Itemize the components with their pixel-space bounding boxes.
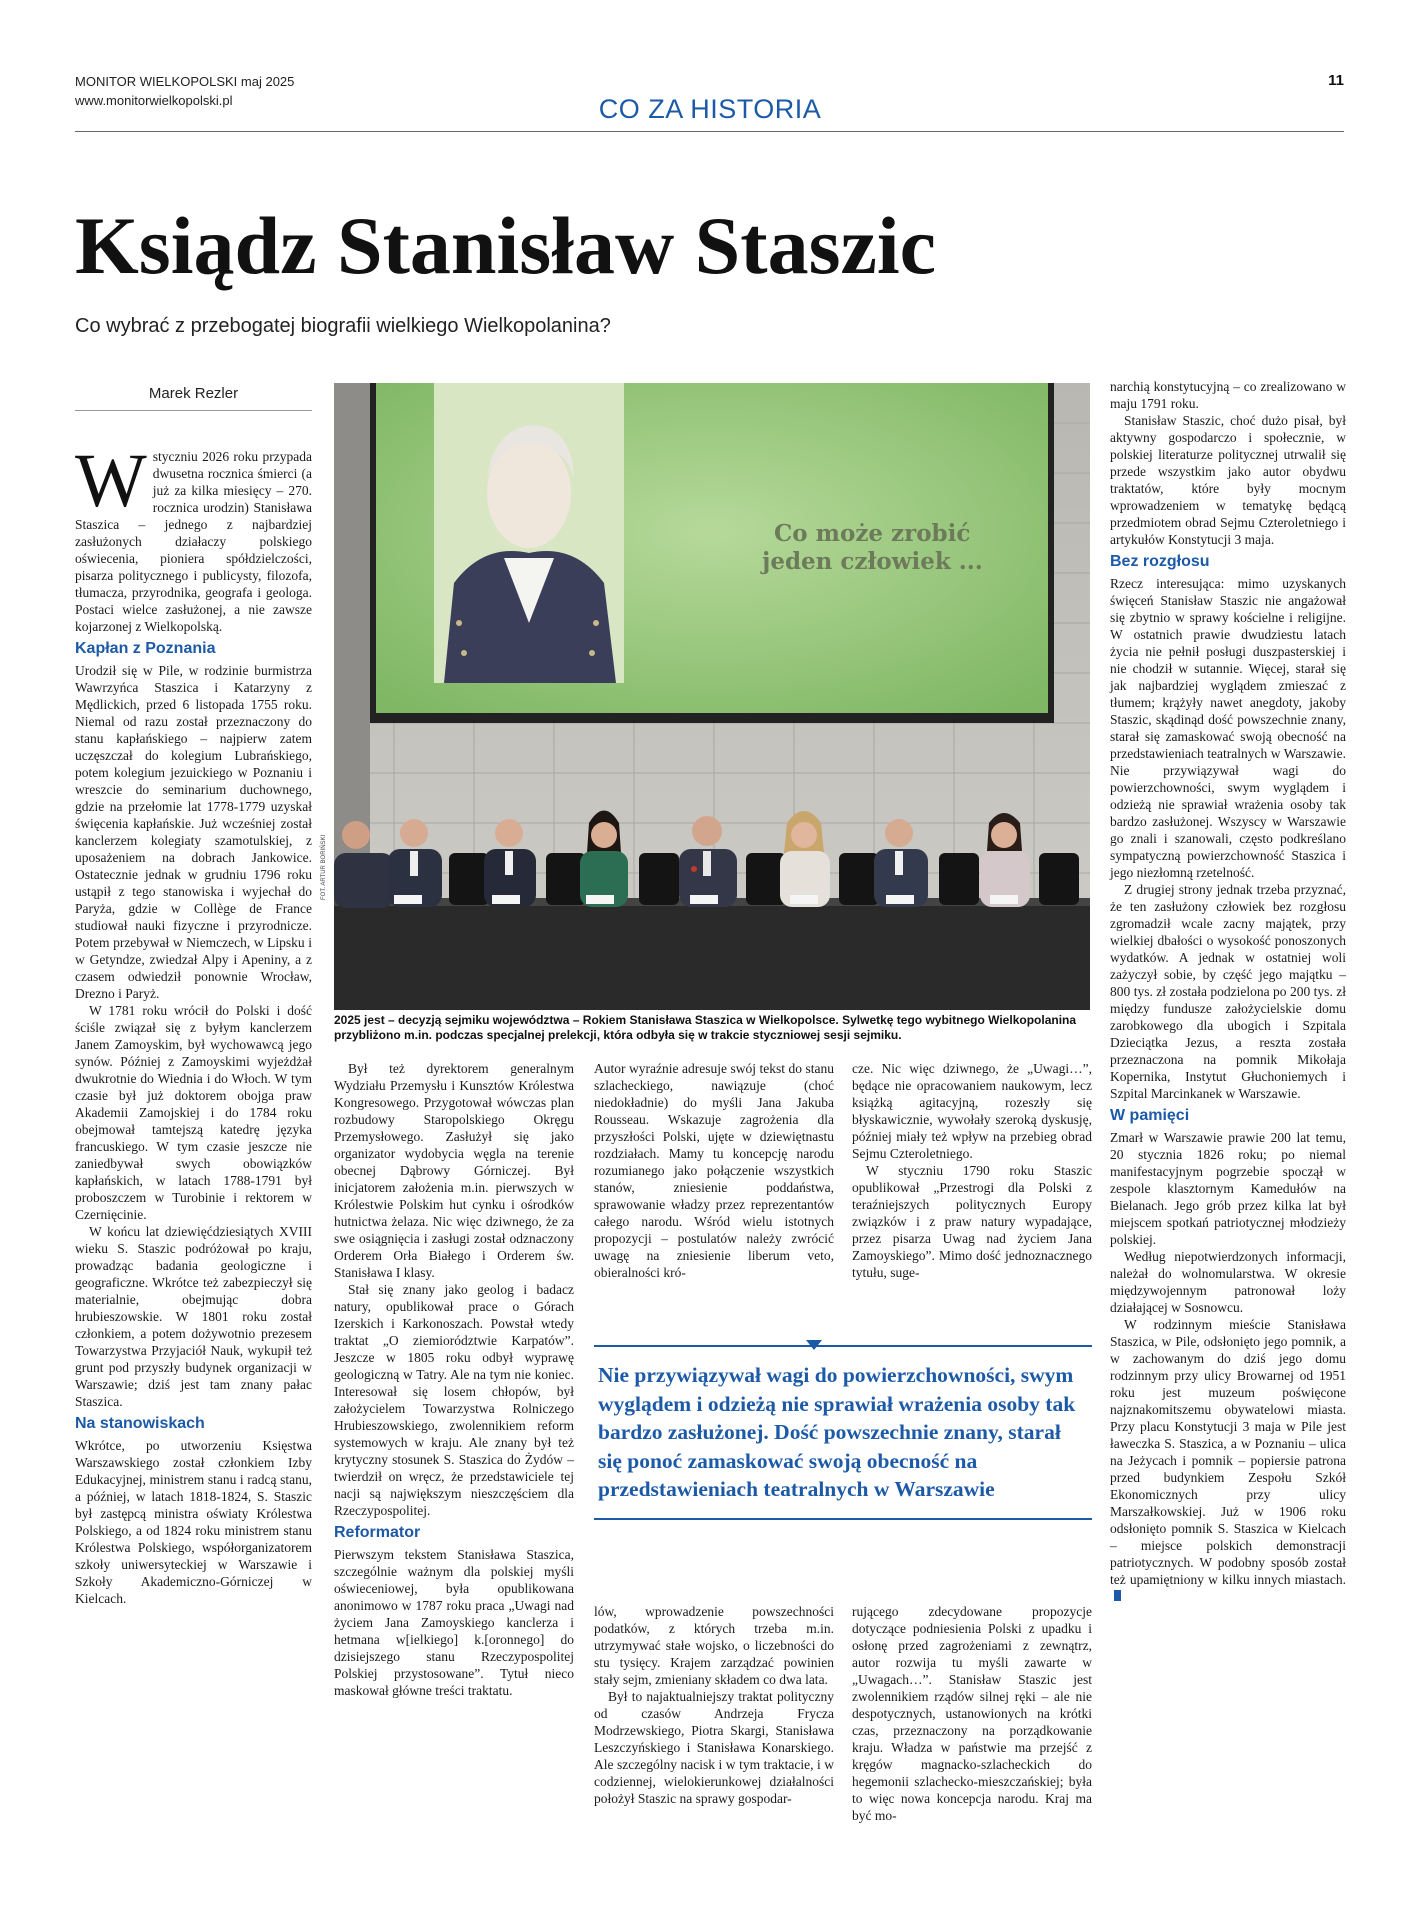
column-3-top [594, 1060, 834, 1281]
article-subtitle: Co wybrać z przebogatej biografii wielkiego Wielkopolanina? [75, 315, 611, 337]
paragraph: Pierwszym tekstem Stanisława Staszica, szczególnie ważnym dla polskiej myśli oświeceniowej, była opublikowana anonimowo w 1787 roku praca „Uwagi nad życiem Jana Zamoyskiego kanclerza i hetmana w[ielkiego] k.[oronnego] do dzisiejszego stanu Rzeczypospolitej Polskiej przystosowane”. Tytuł nieco maskował główne treści traktatu. [334, 1547, 574, 1698]
paragraph: Autor wyraźnie adresuje swój tekst do stanu szlacheckiego, nawiązuje (choć niedokładnie) do myśli Jana Jakuba Rousseau. Wskazuje zagrożenia dla przyszłości Polski, ujęte w dziewiętnastu rozdziałach. Mamy tu koncepcję narodu rozumianego jako połączenie wszystkich stanów, zniesienie poddaństwa, sprawowanie władzy przez reprezentantów całego narodu. Wśród wielu istotnych propozycji – postulatów należy zwrócić uwagę na zniesienie liberum veto, obieralności kró- [594, 1061, 834, 1280]
pull-quote-bottom-rule [594, 1518, 1092, 1520]
paragraph: Stanisław Staszic, choć dużo pisał, był aktywny gospodarczo i społecznie, w polskiej literaturze politycznej utrwalił się przede wszystkim jako autor obydwu traktatów, które były mocnym wprowadzeniem w tematykę będącą przedmiotem obrad Sejmu Czteroletniego i artykułów Konstytucji 3 maja. [1110, 413, 1346, 547]
column-1 [75, 439, 312, 1607]
paragraph: lów, wprowadzenie powszechności podatków, z których trzeba m.in. utrzymywać stałe wojsko, o liczebności do stu tysięcy. Krajem zarządzać powinien stały sejm, zmieniany składem co dwa lata. [594, 1604, 834, 1687]
column-3-bottom [594, 1603, 834, 1807]
author-divider [75, 410, 312, 411]
publication-name: MONITOR WIELKOPOLSKI maj 2025 [75, 74, 295, 89]
article-title: Ksiądz Stanisław Staszic [75, 200, 937, 291]
website-link[interactable]: www.monitorwielkopolski.pl [75, 93, 233, 108]
end-of-article-icon [1114, 1590, 1121, 1601]
column-4-top [852, 1060, 1092, 1281]
section-title: CO ZA HISTORIA [598, 94, 822, 124]
intro-text: styczniu 2026 roku przypada dwusetna rocznica śmierci (a już za kilka miesięcy – 270. rocznica urodzin) Stanisława Staszica – jednego z najbardziej zasłużonych działaczy polskiego oświecenia, pioniera spółdzielczości, pisarza politycznego i publicysty, filozofa, tłumacza, przyrodnika, geografa i geologa. Postaci wielce zasłużonej, a nie zawsze kojarzonej z Wielkopolską. [75, 449, 312, 634]
page-number: 11 [1328, 72, 1344, 89]
paragraph: Zmarł w Warszawie prawie 200 lat temu, 20 stycznia 1826 roku; po niemal manifestacyjnym pogrzebie spoczął w zespole klasztornym Kamedułów na Bielanach. Jego grób przez kilka lat był miejscem spotkań patriotycznej młodzieży polskiej. [1110, 1130, 1346, 1247]
subheading-bez-rozglosu: Bez rozgłosu [1110, 553, 1210, 570]
sejmik-session-photo [334, 383, 1090, 1010]
portrait-image [434, 383, 624, 683]
screen-text-line-1: Co może zrobić [774, 520, 971, 547]
paragraph: Z drugiej strony jednak trzeba przyznać, że ten zasłużony człowiek bez rozgłosu zgromadził wcale zacny majątek, przy wielkiej dbałości o wysokość ponoszonych wydatków. A jednak w ostatniej woli zażyczył sobie, by część jego majątku – 800 tys. zł została podzielona po 200 tys. zł między fundusze założycielskie domu zarobkowego dla ubogich i Szpitala Dzieciątka Jezus, a reszta została przeznaczona na pomnik Mikołaja Kopernika, Instytut Głuchoniemych i Szpital Marcinkanek w Warszawie. [1110, 882, 1346, 1101]
article-author: Marek Rezler [148, 385, 239, 402]
paragraph: cze. Nic więc dziwnego, że „Uwagi…”, będące nie opracowaniem naukowym, lecz książką agitacyjną, rozeszły się błyskawicznie, wywołały szeroką dyskusję, później miały też wpływ na przebieg obrad Sejmu Czteroletniego. [852, 1061, 1092, 1161]
subheading-reformator: Reformator [334, 1524, 421, 1541]
presidium-desk [334, 903, 1090, 1010]
paragraph: W styczniu 1790 roku Staszic opublikował „Przestrogi dla Polski z teraźniejszych politycznych Europy związków i z praw natury wypadające, przez pisarza Uwag nad życiem Jana Zamoyskiego”. Mimo dość jednoznacznego tytułu, suge- [852, 1163, 1092, 1280]
column-4-bottom [852, 1603, 1092, 1824]
paragraph: Stał się znany jako geolog i badacz natury, opublikował prace o Górach Izerskich i Karkonoszach. Powstał wtedy traktat „O ziemiorództwie Karpatów”. Jeszcze w 1805 roku odbył wyprawę geologiczną w Tatry. Ale na tym nie koniec. Interesował się losem chłopów, był założycielem Towarzystwa Rolniczego Hrubieszowskiego, zwolennikiem reform systemowych w kraju. Ale znany był też krytyczny stosunek S. Staszica do Żydów – twierdził on wręcz, że przedstawiciele tej nacji są największym nieszczęściem dla Rzeczypospolitej. [334, 1282, 574, 1518]
final-paragraph-text: W rodzinnym mieście Stanisława Staszica, w Pile, odsłonięto jego pomnik, a w zachowanym do dziś jego domu rodzinnym przy ulicy Browarnej od 1951 roku jest muzeum poświęcone najznakomitszemu obywatelowi miasta. Przy placu Konstytucji 3 maja w Pile jest ławeczka S. Staszica, a w Poznaniu – ulica na Jeżycach i pomnik – popiersie patrona przed budynkiem Zespołu Szkół Ekonomicznych przy ulicy Marszałkowskiej. Już w 1906 roku odsłonięto pomnik S. Staszica w Kielcach – miejsce polskich demonstracji patriotycznych. W podobny sposób został też upamiętniony w kilku innych miastach. [1110, 1317, 1346, 1587]
paragraph: W 1781 roku wrócił do Polski i dość ściśle związał się z byłym kanclerzem Janem Zamoyskim, był wychowawcą jego synów. Później z Zamoyskimi wyjeżdżał dwukrotnie do Wiednia i do Włoch. W tym czasie był już doktorem obojga praw Akademii Zamojskiej i do 1784 roku obejmował tamtejszą katedrę języka francuskiego. W tym czasie jeszcze nie zaniedbywał swych obowiązków kapłańskich, w latach 1788-1791 był proboszczem w Turobinie i rektorem w Czernięcinie. [75, 1003, 312, 1222]
paragraph: Rzecz interesująca: mimo uzyskanych święceń Stanisław Staszic nie angażował się zbytnio w sprawy kościelne i religijne. W ostatnich prawie dwudziestu latach życia nie pełnił posługi duszpasterskiej i nie chodził w sutannie. Więcej, starał się jak najbardziej wyglądem zmieszać z tłumem; krążyły nawet anegdoty, jakoby Staszic, skądinąd dość powszechnie znany, starał się zamaskować swoją obecność na przedstawieniach teatralnych w Warszawie. Nie przywiązywał wagi do powierzchowności, swym wyglądem i odzieżą nie sprawiał wrażenia osoby tak bardzo zasłużonej. Wszyscy w Warszawie go znali i szanowali, często podkreślano sympatyczną powierzchowność Staszica i jego niezłomną rzetelność. [1110, 576, 1346, 880]
paragraph: rującego zdecydowane propozycje dotyczące podniesienia Polski z upadku i osłonę przed zagrożeniami z zewnątrz, autor rozwija tu myśli zawarte w „Uwagach…”. Stanisław Staszic jest zwolennikiem rządów silnej ręki – ale nie despotycznych, ustanowionych na krótki czas, przeznaczony na porządkowanie kraju. Władza w państwie ma przejść z kręgów magnacko-szlacheckich do hegemonii szlachecko-mieszczańskiej; była to więc nowa koncepcja narodu. Kraj ma być mo- [852, 1604, 1092, 1823]
photo-credit: FOT. ARTUR BORIŃSKI [321, 834, 327, 900]
paragraph: Wkrótce, po utworzeniu Księstwa Warszawskiego został członkiem Izby Edukacyjnej, ministrem stanu i radcą stanu, a później, w latach 1818-1824, S. Staszic był zastępcą ministra oświaty Królestwa Polskiego, a od 1824 roku ministrem stanu Królestwa Polskiego, współorganizatorem szkoły uniwersyteckiej w Warszawie i Szkoły Akademiczno-Górniczej w Kielcach. [75, 1438, 312, 1606]
pull-quote-text: Nie przywiązywał wagi do powierzchowności, swym wyglądem i odzieżą nie sprawiał wrażenia osoby tak bardzo zasłużonej. Dość powszechnie znany, starał się ponoć zamaskować swoją obecność na przedstawieniach teatralnych w Warszawie [598, 1363, 1076, 1501]
paragraph: W końcu lat dziewięćdziesiątych XVIII wieku S. Staszic podróżował po kraju, prowadząc badania geologiczne i geograficzne. Wkrótce też zabezpieczył się materialnie, obejmując dobra hrubieszowskie. W 1801 roku został członkiem, a potem dożywotnio prezesem Towarzystwa Przyjaciół Nauk, wykupił też grunt pod przyszły budynek organizacji w Warszawie; dziś jest tam znany pałac Staszica. [75, 1224, 312, 1409]
paragraph: Był też dyrektorem generalnym Wydziału Przemysłu i Kunsztów Królestwa Kongresowego. Przygotował wówczas plan rozbudowy Staropolskiego Okręgu Przemysłowego. Zasłużył się jako organizator wydobycia węgla na terenie obecnej Dąbrowy Górniczej. Był inicjatorem założenia m.in. pierwszych w Królestwie Polskim hut cynku i ośrodków hutnictwa żelaza. Nic więc dziwnego, że za swe osiągnięcia i zasługi został odznaczony Orderem Orła Białego i Orderem św. Stanisława I klasy. [334, 1061, 574, 1280]
final-paragraph [1110, 1316, 1346, 1605]
subheading-w-pamieci: W pamięci [1110, 1107, 1190, 1124]
pull-quote [594, 1345, 1092, 1520]
pull-quote-arrow-icon [806, 1340, 822, 1350]
subheading-stanowiska: Na stanowiskach [75, 1415, 205, 1432]
drop-cap: W [75, 439, 147, 523]
paragraph: narchią konstytucyjną – co zrealizowano w maju 1791 roku. [1110, 379, 1346, 411]
column-5 [1110, 378, 1346, 1605]
intro-paragraph [75, 439, 312, 635]
screen-text-line-2: jeden człowiek ... [762, 548, 983, 575]
paragraph: Był to najaktualniejszy traktat polityczny od czasów Andrzeja Frycza Modrzewskiego, Piotra Skargi, Stanisława Leszczyńskiego i Stanisława Konarskiego. Ale szczególny nacisk i w tym traktacie, i w codziennej, wielokierunkowej działalności położył Staszic na sprawy gospodar- [594, 1689, 834, 1806]
column-2 [334, 1060, 574, 1699]
paragraph: Urodził się w Pile, w rodzinie burmistrza Wawrzyńca Staszica i Katarzyny z Mędlickich, przed 6 listopada 1755 roku. Niemal od razu został przeznaczony do stanu kapłańskiego – najpierw zatem uczęszczał do kolegium Lubrańskiego, potem kolegium jezuickiego w Poznaniu i wreszcie do seminarium duchownego, gdzie na przełomie lat 1778-1779 uzyskał święcenia kapłańskie. Już wcześniej został kanclerzem kolegiaty szamotulskiej, z uposażeniem na dobrach Jankowice. Ostatecznie jednak w grudniu 1796 roku ustąpił z tego stanowiska i wyjechał do Paryża, gdzie w Collège de France studiował nauki fizyczne i przyrodnicze. Potem przebywał w Niemczech, w Lipsku i w Getyndze, zwiedzał Alpy i Apeniny, a z czasem odwiedził ponownie Wrocław, Drezno i Paryż. [75, 663, 312, 1001]
subheading-kaplan: Kapłan z Poznania [75, 640, 216, 657]
photo-caption: 2025 jest – decyzją sejmiku województwa – Rokiem Stanisława Staszica w Wielkopolsce. Sylwetkę tego wybitnego Wielkopolanina przybliżono m.in. podczas specjalnej prelekcji, która odbyła się w trakcie styczniowej sesji sejmiku. [334, 1013, 1077, 1042]
paragraph: Według niepotwierdzonych informacji, należał do wolnomularstwa. W okresie międzywojennym patronował loży działającej w Sosnowcu. [1110, 1249, 1346, 1315]
header-divider [75, 131, 1344, 132]
